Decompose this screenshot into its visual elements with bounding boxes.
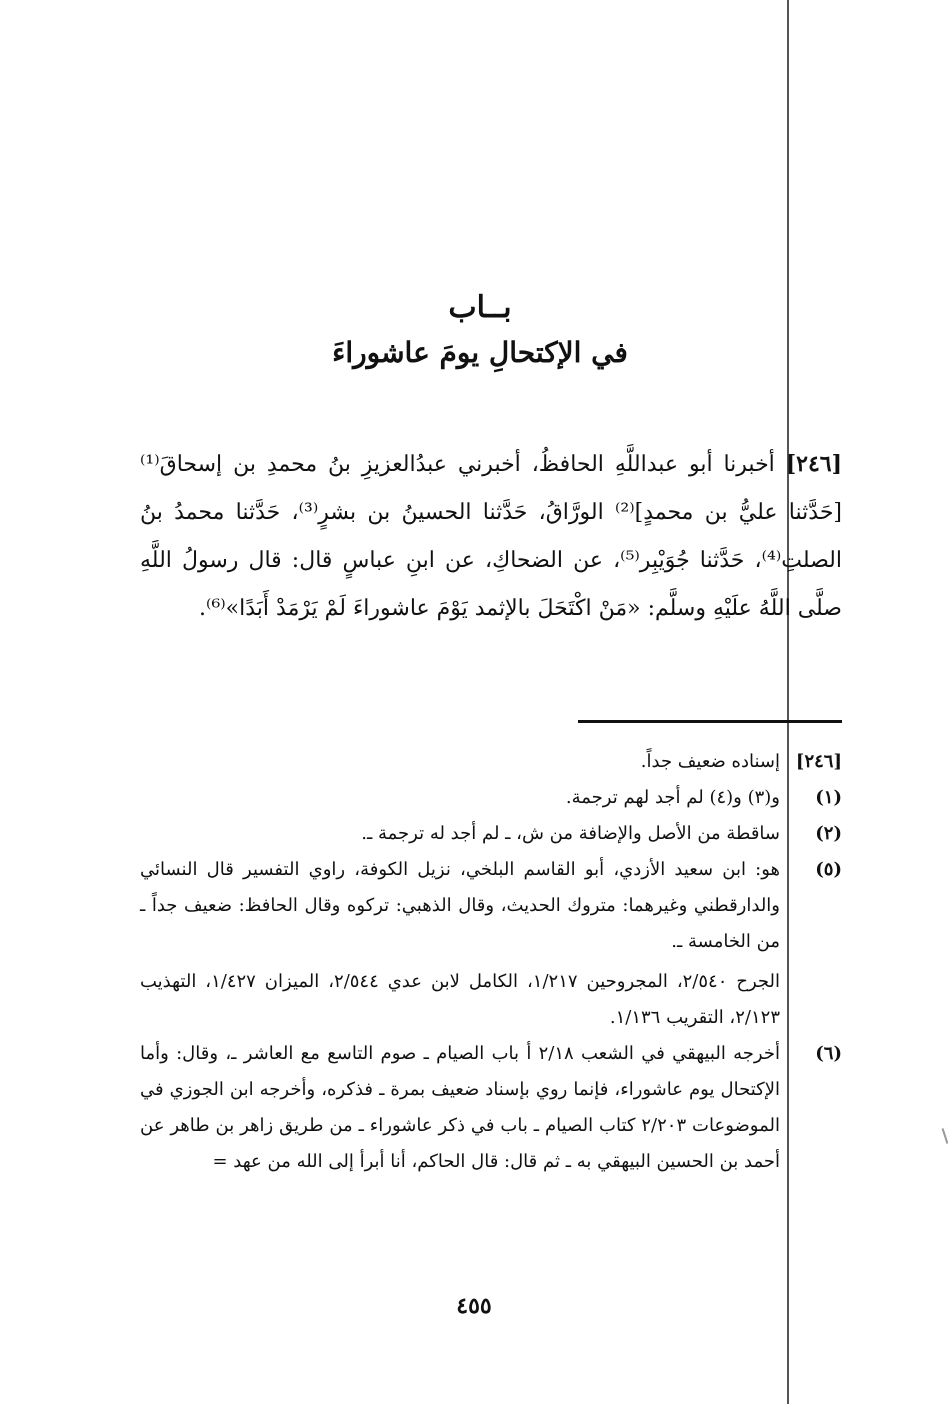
chapter-label: بــاب (448, 290, 512, 325)
footnote-text: إسناده ضعيف جداً. (640, 751, 780, 772)
footnote-text: أخرجه البيهقي في الشعب ٢/١٨ أ باب الصيام ـ صوم التاسع مع العاشر ـ، وقال: وأما الإكتحال يوم عاشوراء، فإنما روي بإسناد ضعيف بمرة ـ فذكره، وأخرجه ابن الجوزي في الموضوعات ٢/٢٠٣ كتاب الصيام ـ باب في ذكر عاشوراء ـ من طريق زاهر بن طاهر عن أحمد بن الحسين البيهقي به ـ ثم قال: قال الحاكم، أنا أبرأ إلى الله من عهد = (140, 1043, 780, 1172)
page-number: ٤٥٥ (456, 1293, 492, 1319)
footnote-row (140, 1036, 842, 1180)
chapter-heading (160, 286, 800, 376)
footnote-number: (٥) (815, 859, 842, 880)
footnote-body (140, 816, 780, 852)
footnote-text: ساقطة من الأصل والإضافة من ش، ـ لم أجد له ترجمة ـ. (361, 823, 780, 844)
footnote-number: (٦) (815, 1043, 842, 1064)
hadith-matn: «مَنْ اكْتَحَلَ بالإثمد يَوْمَ عاشوراءَ لَمْ يَرْمَدْ أَبَدًا»⁽⁶⁾. (199, 596, 641, 621)
binding-line (787, 0, 789, 1404)
footnote-body (140, 780, 780, 816)
footnote-number: (٢) (815, 823, 842, 844)
chapter-title: في الإكتحالِ يومَ عاشوراءَ (332, 336, 628, 369)
footnote-body (140, 744, 780, 780)
footnote-row (140, 852, 842, 1036)
footnotes (140, 744, 842, 1180)
hadith-isnad: أخبرنا أبو عبداللَّهِ الحافظُ، أخبرني عبدُالعزيزِ بنُ محمدِ بن إسحاقَ⁽¹⁾ [حَدَّثنا عليُّ بن محمدٍ]⁽²⁾ الورَّاقُ، حَدَّثنا الحسينُ بن بشرٍ⁽³⁾، حَدَّثنا محمدُ بنُ الصلتِ⁽⁴⁾، حَدَّثنا جُوَيْبِر⁽⁵⁾، عن الضحاكِ، عن ابنِ عباسٍ قال: قال رسولُ اللَّهِ صلَّى اللَّهُ علَيْهِ وسلَّم: (140, 452, 843, 621)
hadith-number: [٢٤٦] (785, 451, 842, 477)
footnote-references: الجرح ٢/٥٤٠، المجروحين ١/٢١٧، الكامل لابن عدي ٢/٥٤٤، الميزان ١/٤٢٧، التهذيب ٢/١٢٣، التقريب ١/١٣٦. (140, 971, 780, 1028)
footnote-body (140, 852, 780, 1036)
footnote-divider (578, 720, 842, 723)
footnote-text: و(٣) و(٤) لم أجد لهم ترجمة. (565, 787, 780, 808)
footnote-row (140, 744, 842, 780)
footnote-row (140, 780, 842, 816)
footnote-number: [٢٤٦] (795, 751, 842, 772)
footnote-text: هو: ابن سعيد الأزدي، أبو القاسم البلخي، نزيل الكوفة، راوي التفسير قال النسائي والدارقطني وغيرهما: متروك الحديث، وقال الذهبي: تركوه وقال الحافظ: ضعيف جداً ـ من الخامسة ـ. (140, 859, 780, 952)
footnote-body (140, 1036, 780, 1180)
footnote-number: (١) (815, 787, 842, 808)
edge-mark (942, 1128, 948, 1144)
hadith-text (140, 440, 842, 633)
footnote-row (140, 816, 842, 852)
